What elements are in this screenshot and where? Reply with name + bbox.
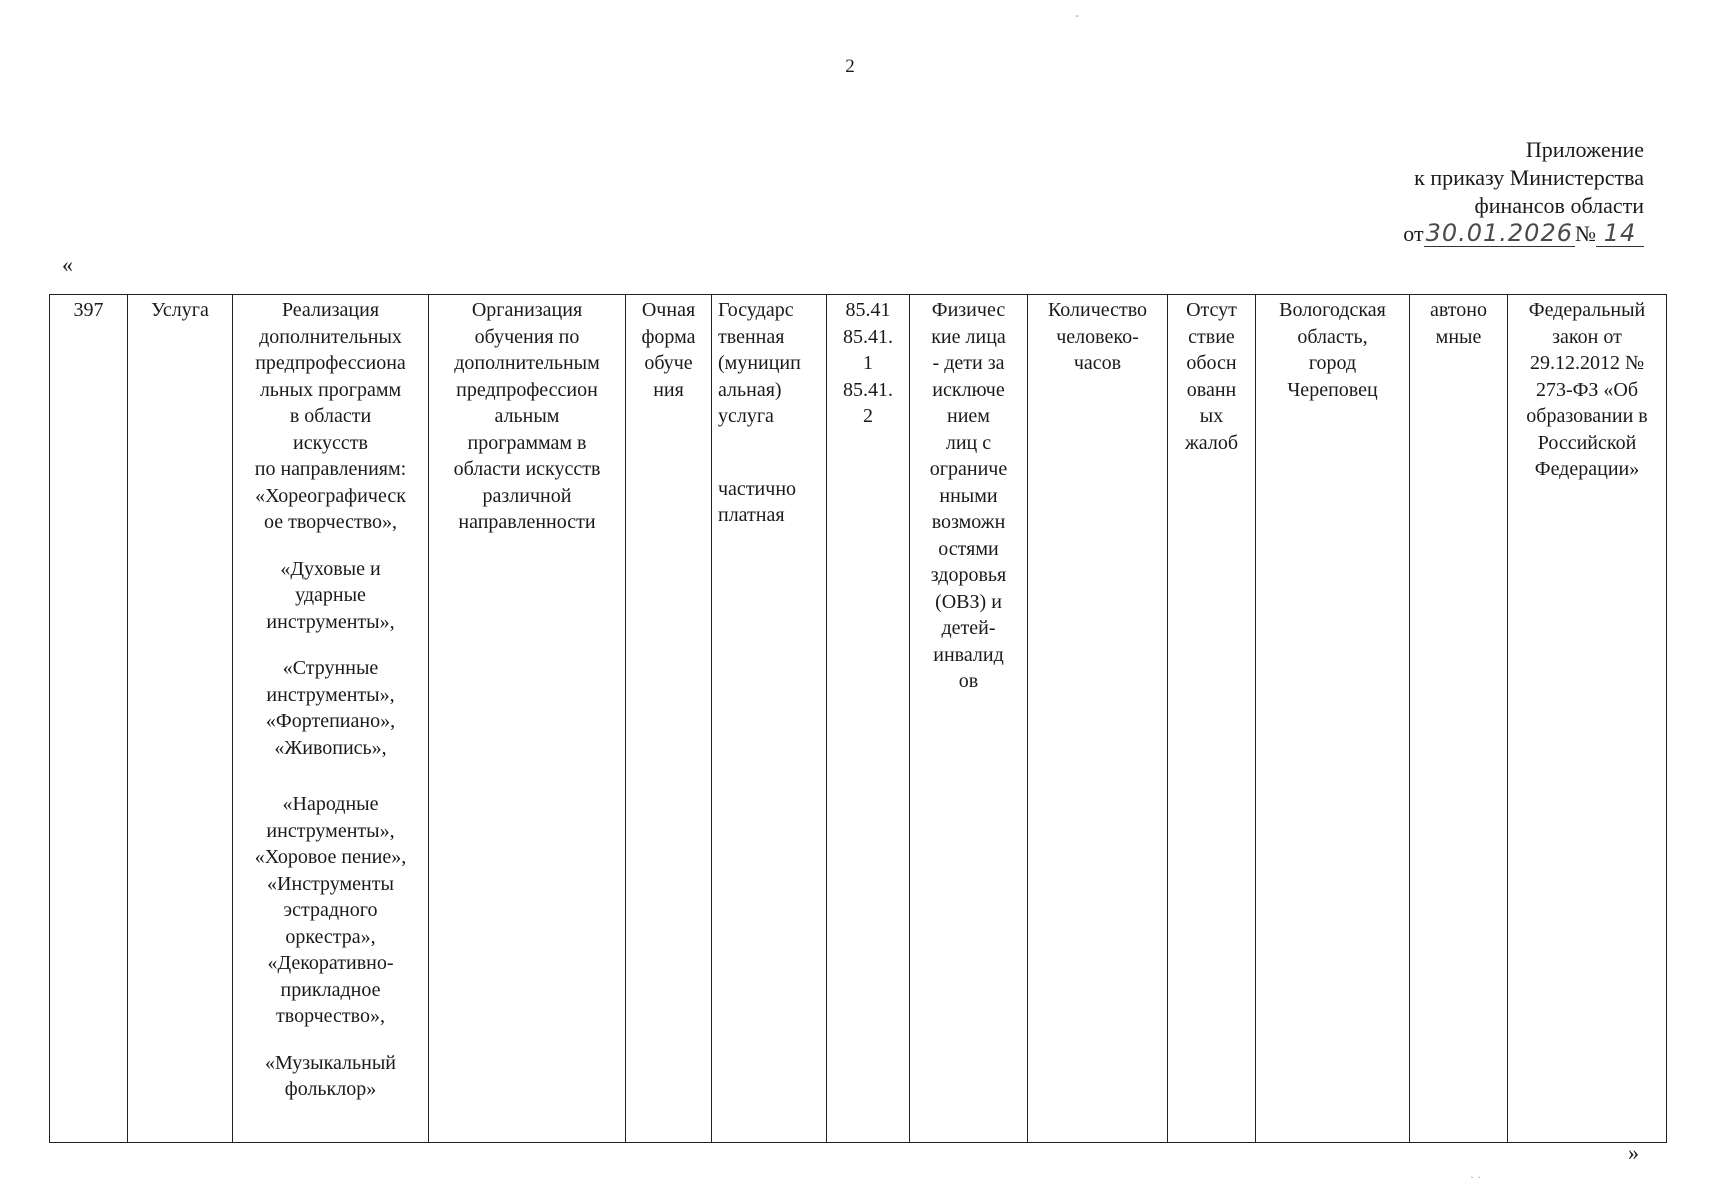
cell-consumers (910, 295, 1028, 1143)
okved-line: 85.41. (843, 325, 893, 348)
payment-line: частично (718, 477, 797, 500)
consumers-line: нием (947, 405, 990, 427)
kind-line: альная) (718, 378, 782, 401)
appendix-order-line: к приказу Министерства (1414, 165, 1644, 190)
quality-line: жалоб (1184, 431, 1239, 454)
okved-line: 85.41. (843, 378, 893, 401)
date-prefix: от (1403, 221, 1424, 246)
form-line: обуче (644, 352, 693, 374)
services-table (49, 294, 1667, 1143)
volume-line: Количество (1047, 299, 1148, 321)
program-line: Реализация (281, 299, 380, 321)
kind-line: (муницип (718, 352, 801, 374)
organization-line: программам в (467, 431, 587, 454)
program-line: ое творчество», (263, 511, 398, 533)
organization-line: обучения по (474, 325, 580, 348)
program-line: «Струнные (282, 657, 379, 679)
cell-law (1508, 295, 1667, 1143)
region-line: город (1308, 352, 1357, 374)
okved-line: 2 (863, 405, 873, 427)
cell-program (233, 295, 429, 1143)
law-line: Российской (1537, 431, 1637, 454)
page-number: 2 (845, 56, 855, 77)
organization-line: предпрофессион (456, 378, 598, 401)
program-line: «Народные (282, 793, 379, 815)
consumers-line: (ОВЗ) и (935, 590, 1002, 613)
number-sign: № (1575, 221, 1596, 246)
consumers-line: здоровья (930, 564, 1007, 586)
law-line: 273-ФЗ «Об (1535, 378, 1639, 401)
program-line: «Декоративно- (267, 952, 394, 974)
program-line: инструменты», (266, 610, 395, 633)
cell-number (50, 295, 128, 1143)
payment-group (718, 476, 824, 529)
consumers-line: остями (938, 537, 999, 560)
consumers-line: ограниче (929, 458, 1008, 480)
handwritten-number: 14 (1596, 220, 1644, 247)
program-line: по направлениям: (254, 458, 407, 480)
program-line: «Инструменты (267, 872, 394, 895)
form-line: форма (641, 325, 696, 348)
cell-type (128, 295, 233, 1143)
table-row (50, 295, 1667, 1143)
appendix-header (1204, 136, 1644, 248)
appendix-ministry-line: финансов области (1474, 193, 1644, 218)
cell-kind (712, 295, 827, 1143)
program-line: дополнительных (259, 325, 402, 348)
row-number: 397 (73, 299, 104, 321)
okved-line: 1 (863, 352, 873, 374)
quality-line: ованн (1186, 378, 1237, 401)
program-line: в области (289, 405, 372, 427)
institution-line: мные (1435, 325, 1482, 348)
quality-line: обосн (1186, 352, 1237, 374)
institution-line: автоно (1429, 299, 1487, 321)
form-line: Очная (641, 299, 696, 321)
program-group-d (235, 791, 426, 1030)
program-line: фольклор» (284, 1078, 377, 1100)
payment-line: платная (718, 504, 785, 526)
organization-line: различной (482, 484, 572, 507)
cell-quality (1168, 295, 1256, 1143)
program-line: «Музыкальный (264, 1051, 397, 1074)
handwritten-date: 30.01.2026 (1425, 219, 1573, 247)
form-line: ния (653, 378, 684, 401)
law-line: Федеральный (1528, 299, 1646, 321)
region-line: Вологодская (1279, 299, 1386, 321)
program-line: творчество», (276, 1005, 385, 1027)
scan-speck: · · (1470, 1170, 1481, 1184)
kind-line: твенная (718, 325, 785, 348)
law-line: 29.12.2012 № (1529, 352, 1645, 374)
organization-line: дополнительным (454, 352, 600, 374)
consumers-line: лиц с (945, 431, 992, 454)
program-line: предпрофессиона (255, 352, 406, 374)
organization-line: области искусств (453, 458, 601, 480)
cell-institution (1410, 295, 1508, 1143)
consumers-line: детей- (941, 617, 996, 639)
consumers-line: исключе (932, 378, 1005, 401)
appendix-date-line (1204, 220, 1644, 248)
program-line: «Духовые и (280, 557, 381, 580)
region-line: Череповец (1287, 378, 1378, 401)
organization-line: направленности (458, 511, 596, 533)
closing-quote: » (1628, 1140, 1639, 1165)
quality-line: Отсут (1186, 299, 1237, 321)
program-line: «Живопись», (274, 736, 387, 759)
row-type: Услуга (151, 299, 209, 321)
consumers-line: нными (939, 484, 998, 507)
opening-quote: « (62, 252, 73, 277)
law-line: закон от (1552, 325, 1622, 348)
region-line: область, (1297, 325, 1368, 348)
consumers-line: Физичес (931, 299, 1006, 321)
quality-line: ых (1199, 405, 1224, 427)
scan-speck: - (1075, 8, 1079, 22)
okved-line: 85.41 (845, 299, 891, 321)
cell-volume (1028, 295, 1168, 1143)
program-line: льных программ (259, 378, 402, 401)
program-line: инструменты», (266, 683, 395, 706)
program-line: инструменты», (266, 819, 395, 842)
volume-line: человеко- (1056, 325, 1139, 348)
program-line: оркестра», (285, 925, 376, 948)
appendix-title: Приложение (1525, 137, 1644, 162)
law-line: образовании в (1526, 405, 1648, 427)
program-group-b (235, 556, 426, 636)
consumers-line: инвалид (933, 643, 1004, 666)
program-line: искусств (293, 431, 368, 454)
kind-line: Государс (718, 299, 794, 321)
program-line: «Хореографическ (255, 484, 406, 507)
consumers-line: возможн (931, 511, 1006, 533)
program-line: эстрадного (283, 899, 378, 921)
program-group-a (235, 297, 426, 536)
cell-form (626, 295, 712, 1143)
consumers-line: кие лица (931, 325, 1006, 348)
cell-region (1256, 295, 1410, 1143)
program-group-e (235, 1050, 426, 1103)
program-line: ударные (295, 584, 366, 606)
volume-line: часов (1073, 352, 1122, 374)
program-line: «Хоровое пение», (254, 846, 407, 868)
organization-line: альным (494, 405, 560, 427)
program-group-c (235, 655, 426, 761)
kind-line: услуга (718, 405, 774, 427)
organization-line: Организация (471, 299, 583, 321)
program-line: «Фортепиано», (265, 710, 396, 732)
quality-line: ствие (1188, 325, 1235, 348)
consumers-line: ов (958, 670, 979, 692)
cell-organization (429, 295, 626, 1143)
law-line: Федерации» (1534, 458, 1640, 480)
consumers-line: - дети за (932, 352, 1005, 374)
program-line: прикладное (280, 978, 381, 1001)
cell-okved (827, 295, 910, 1143)
